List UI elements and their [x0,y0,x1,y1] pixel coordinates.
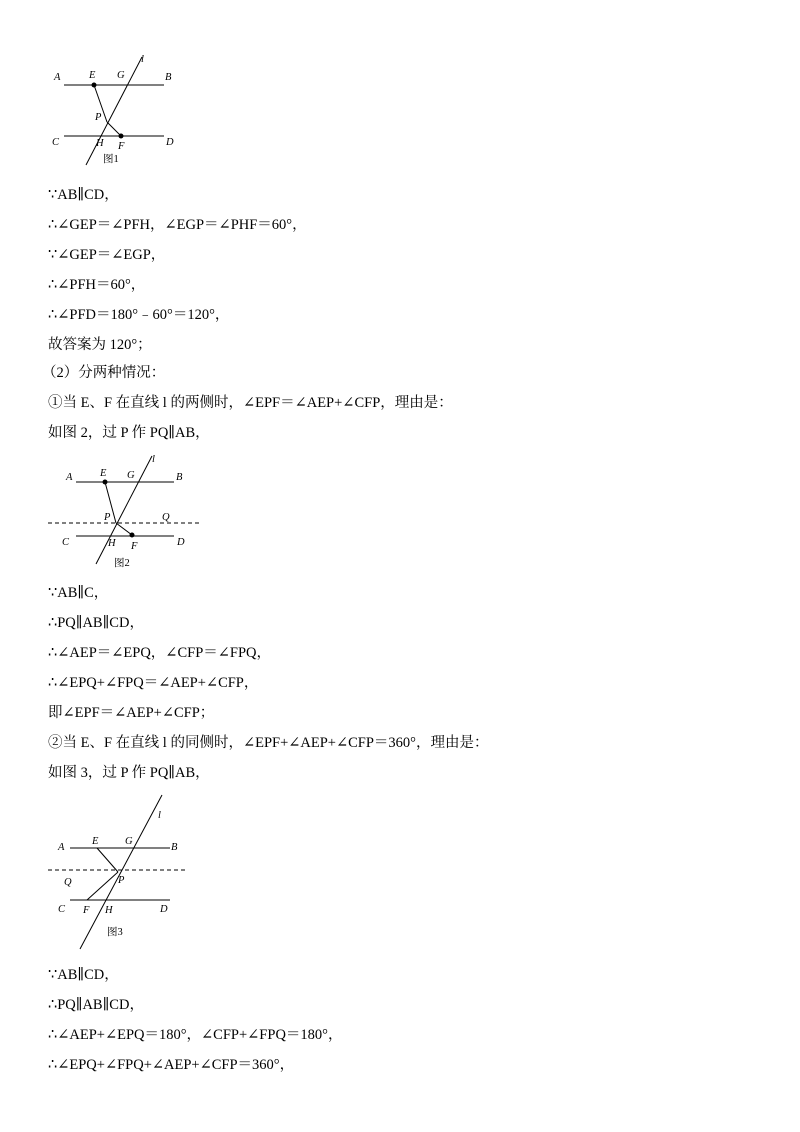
text-line-8: ①当 E、F 在直线 l 的两侧时，∠EPF＝∠AEP+∠CFP，理由是： [48,395,453,411]
label-p: P [104,512,111,523]
point-f [130,533,135,538]
label-a: A [66,472,73,483]
text-line-14: 即∠EPF＝∠AEP+∠CFP； [48,705,215,721]
figure-3 [44,792,194,952]
text-line-9: 如图 2，过 P 作 PQ∥AB， [48,425,210,441]
label-h: H [96,138,104,149]
text-line-1: ∵AB∥CD， [48,187,119,203]
text-line-3: ∵∠GEP＝∠EGP， [48,247,166,263]
text-line-4: ∴∠PFH＝60°， [48,277,146,293]
text-line-15: ②当 E、F 在直线 l 的同侧时，∠EPF+∠AEP+∠CFP＝360°，理由是： [48,735,489,751]
text-line-7: （2）分两种情况： [42,365,166,381]
figure-1-caption: 图1 [103,154,119,165]
label-p: P [95,112,102,123]
label-e: E [100,468,107,479]
label-p: P [118,875,125,886]
label-d: D [177,537,185,548]
figure-2 [44,452,209,574]
label-a: A [58,842,65,853]
text-line-18: ∴PQ∥AB∥CD， [48,997,144,1013]
label-h: H [108,538,116,549]
label-g: G [117,70,125,81]
segment-pf [116,523,132,535]
figure-3-caption: 图3 [107,927,123,938]
text-line-5: ∴∠PFD＝180°﹣60°＝120°， [48,307,230,323]
label-g: G [125,836,133,847]
label-f: F [118,141,125,152]
point-e [103,480,108,485]
label-q: Q [162,512,170,523]
label-f: F [131,541,138,552]
text-line-16: 如图 3，过 P 作 PQ∥AB， [48,765,210,781]
label-d: D [160,904,168,915]
text-line-11: ∴PQ∥AB∥CD， [48,615,144,631]
line-l [80,795,162,949]
text-line-2: ∴∠GEP＝∠PFH，∠EGP＝∠PHF＝60°， [48,217,307,233]
text-line-10: ∵AB∥C， [48,585,109,601]
label-l: l [152,454,155,465]
label-b: B [176,472,183,483]
label-b: B [171,842,178,853]
label-a: A [54,72,61,83]
label-c: C [58,904,66,915]
segment-pf [107,122,121,136]
label-c: C [52,137,60,148]
label-b: B [165,72,172,83]
segment-ep [97,848,118,872]
point-f [119,134,124,139]
text-line-6: 故答案为 120°； [48,337,152,353]
text-line-17: ∵AB∥CD， [48,967,119,983]
label-l: l [158,810,161,821]
label-f: F [83,905,90,916]
label-g: G [127,470,135,481]
label-l: l [141,54,144,65]
label-e: E [92,836,99,847]
text-line-13: ∴∠EPQ+∠FPQ＝∠AEP+∠CFP， [48,675,259,691]
label-d: D [166,137,174,148]
text-line-20: ∴∠EPQ+∠FPQ+∠AEP+∠CFP＝360°， [48,1057,295,1073]
figure-2-caption: 图2 [114,558,130,569]
label-e: E [89,70,96,81]
label-q: Q [64,877,72,888]
point-e [92,83,97,88]
text-line-12: ∴∠AEP＝∠EPQ，∠CFP＝∠FPQ， [48,645,272,661]
figure-1 [48,52,188,174]
text-line-19: ∴∠AEP+∠EPQ＝180°，∠CFP+∠FPQ＝180°， [48,1027,343,1043]
label-c: C [62,537,70,548]
label-h: H [105,905,113,916]
